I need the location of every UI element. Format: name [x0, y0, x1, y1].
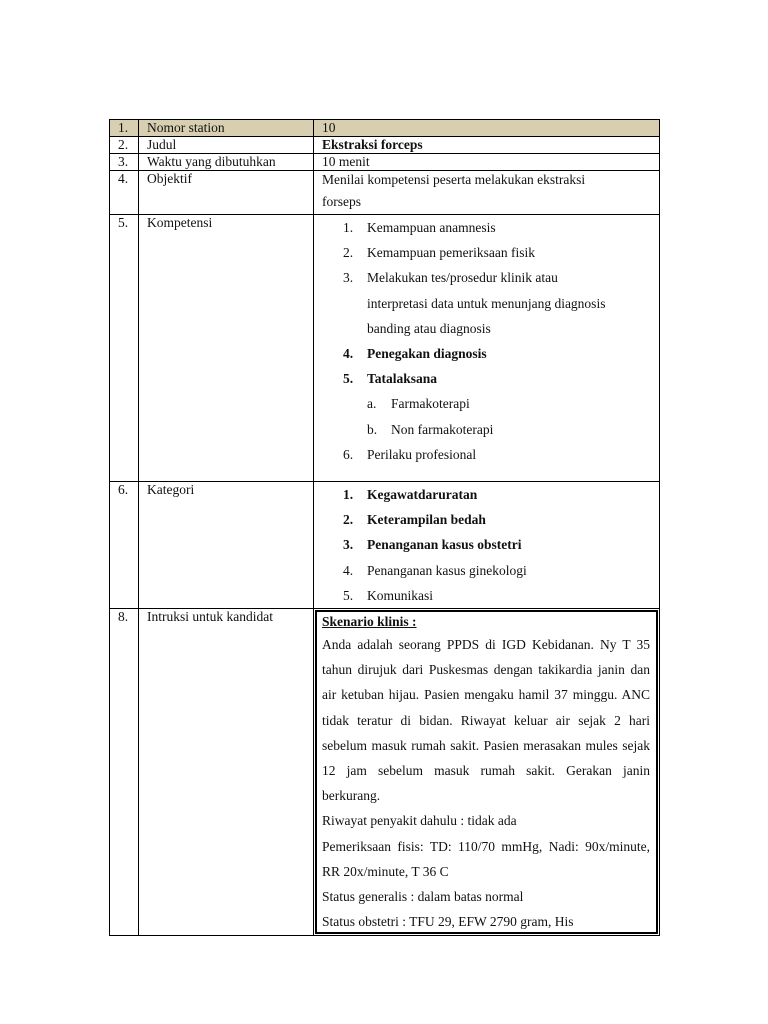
kompetensi-list-cont — [322, 442, 659, 467]
list-item: 5. Komunikasi — [343, 587, 433, 603]
scenario-cell — [314, 608, 660, 935]
table-row — [110, 171, 660, 215]
scenario-paragraph: Pemeriksaan fisis: TD: 110/70 mmHg, Nadi: 90x/minute, RR 20x/minute, T 36 C — [322, 838, 650, 879]
list-item: 1. Kemampuan anamnesis — [343, 220, 496, 235]
list-item: 1. Kegawatdaruratan — [343, 487, 478, 502]
list-item: 3. Melakukan tes/prosedur klinik atau interpretasi data untuk menunjang diagnosis banding atau diagnosis — [343, 270, 606, 336]
objektif-line: forseps — [322, 194, 361, 209]
list-item: 6. Perilaku profesional — [343, 446, 477, 462]
kategori-list — [322, 482, 659, 608]
row-value: Ekstraksi forceps — [314, 137, 660, 154]
row-value — [314, 171, 660, 215]
tatalaksana-sublist — [322, 391, 659, 441]
row-number: 2. — [110, 137, 139, 154]
list-item: 3. Penanganan kasus obstetri — [343, 537, 522, 553]
table-row — [110, 215, 660, 482]
row-label: Waktu yang dibutuhkan — [139, 154, 314, 171]
row-value: 10 — [314, 120, 660, 137]
scenario-paragraph: Riwayat penyakit dahulu : tidak ada — [322, 813, 517, 829]
list-item: 2. Kemampuan pemeriksaan fisik — [343, 245, 535, 261]
objektif-line: Menilai kompetensi peserta melakukan ekstraksi — [322, 172, 586, 187]
row-number: 6. — [110, 482, 139, 609]
table-row — [110, 120, 660, 137]
table-row — [110, 608, 660, 935]
row-label: Kategori — [139, 482, 314, 609]
table-row — [110, 482, 660, 609]
kategori-cell — [314, 482, 660, 609]
scenario-box — [315, 610, 658, 934]
table-row — [110, 154, 660, 171]
list-item: 5. Tatalaksana — [343, 371, 438, 387]
row-number: 8. — [110, 608, 139, 935]
scenario-paragraph: Anda adalah seorang PPDS di IGD Kebidanan. Ny T 35 tahun dirujuk dari Puskesmas dengan takikardia janin dan air ketuban hijau. Pasien mengaku hamil 37 minggu. ANC tidak teratur di bidan. Riwayat keluar air sejak 2 hari sebelum masuk rumah sakit. Pasien merasakan mules sejak 12 jam sebelum masuk rumah sakit. Gerakan janin berkurang. — [322, 636, 650, 804]
list-item: 4. Penanganan kasus ginekologi — [343, 562, 527, 578]
kompetensi-cell — [314, 215, 660, 482]
osce-station-table — [109, 119, 660, 936]
list-item: 2. Keterampilan bedah — [343, 512, 486, 528]
kompetensi-list — [322, 215, 659, 391]
scenario-paragraph: Status generalis : dalam batas normal — [322, 888, 524, 904]
row-number: 5. — [110, 215, 139, 482]
row-label: Nomor station — [139, 120, 314, 137]
scenario-title: Skenario klinis : — [322, 613, 417, 629]
list-item: a. Farmakoterapi — [367, 396, 470, 412]
row-label: Kompetensi — [139, 215, 314, 482]
row-label: Judul — [139, 137, 314, 154]
list-item: 4. Penegakan diagnosis — [343, 345, 487, 361]
table-row — [110, 137, 660, 154]
scenario-paragraph: Status obstetri : TFU 29, EFW 2790 gram, His — [322, 914, 574, 930]
row-value: 10 menit — [314, 154, 660, 171]
row-number: 1. — [110, 120, 139, 137]
row-label: Objektif — [139, 171, 314, 215]
row-label: Intruksi untuk kandidat — [139, 608, 314, 935]
list-item: b. Non farmakoterapi — [367, 421, 494, 437]
row-number: 4. — [110, 171, 139, 215]
row-number: 3. — [110, 154, 139, 171]
